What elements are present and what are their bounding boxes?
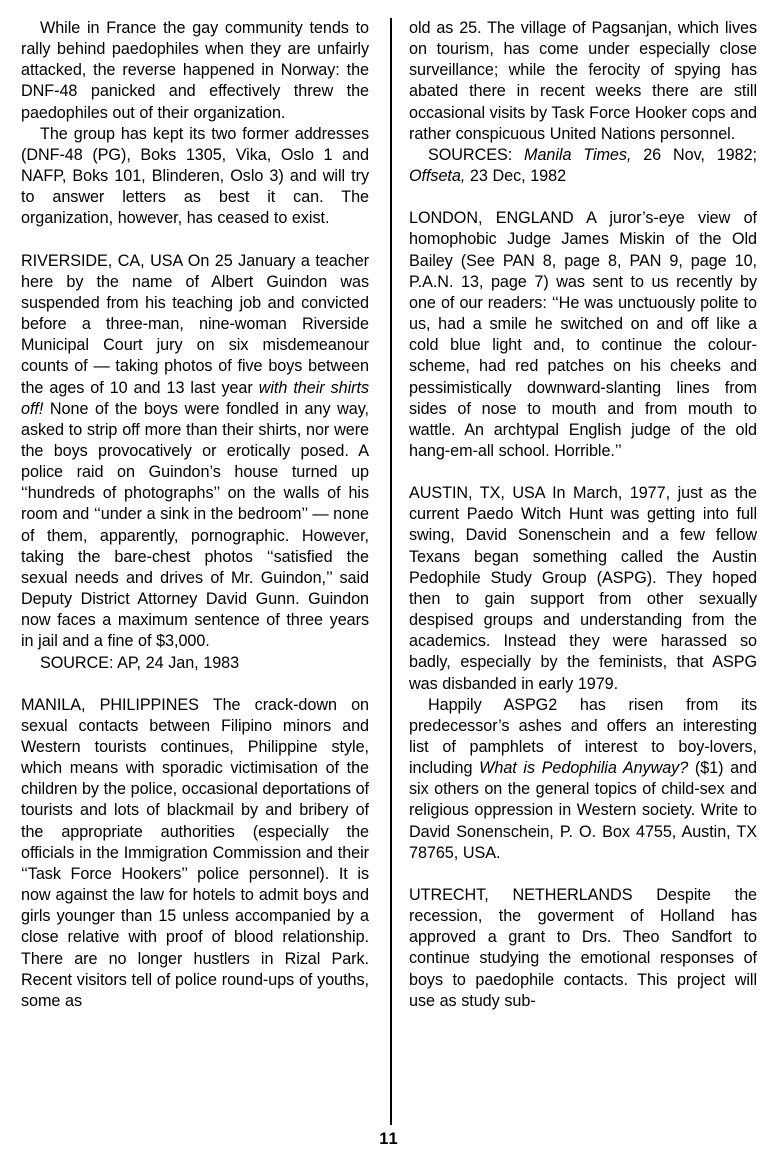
right-text-column <box>409 18 757 1012</box>
column-divider-rule <box>390 18 392 1125</box>
italic-run: Manila Times, <box>524 145 632 164</box>
text-run: SOURCES: <box>428 145 525 164</box>
text-run: ($1) and six others on the general topics of child-sex and religious oppression in Western society. Write to David Sonenschein, P. O. Box 4755, Austin, TX 78765, USA. <box>409 759 757 862</box>
text-run: The group has kept its two former addresses (DNF-48 (PG), Boks 1305, Vika, Oslo 1 and NAFP, Boks 101, Blinderen, Oslo 3) and will try to answer letters as best it can. The organization, however, has ceased to exist. <box>21 124 369 228</box>
text-run: 23 Dec, 1982 <box>465 167 567 186</box>
paragraph-manila-sources <box>409 145 757 187</box>
paragraph-riverside-story <box>21 251 369 653</box>
paragraph-manila-continuation <box>409 18 757 145</box>
text-run: UTRECHT, NETHERLANDS Despite the recession, the goverment of Holland has approved a grant to Drs. Theo Sandfort to continue studying the emotional responses of boys to paedophile contacts. This project will use as study sub- <box>409 885 757 1010</box>
text-run: Happily ASPG2 has risen from its predecessor’s ashes and offers an interesting list of pamphlets of interest to boy-lovers, including <box>409 695 757 778</box>
text-run: RIVERSIDE, CA, USA On 25 January a teacher here by the name of Albert Guindon was suspended from his teaching job and convicted before a three-man, nine-woman Riverside Municipal Court jury on six misdemeanour counts of — taking photos of five boys between the ages of 10 and 13 last year <box>21 251 369 397</box>
italic-run: Offseta, <box>409 167 466 186</box>
paragraph-austin-story <box>409 483 757 695</box>
italic-run: with their shirts off! <box>21 378 369 418</box>
paragraph-spacer <box>21 674 369 695</box>
paragraph-utrecht-story <box>409 885 757 1012</box>
text-run: None of the boys were fondled in any way, asked to strip off more than their shirts, nor were the boys provocatively or erotically posed. A police raid on Guindon’s house turned up ‘‘hundreds of photographs’’ on the walls of his room and ‘‘under a sink in the bedroom’’ — none of them, apparently, pornographic. However, taking the bare-chest photos ‘‘satisfied the sexual needs and drives of Mr. Guindon,’’ said Deputy District Attorney David Gunn. Guindon now faces a maximum sentence of three years in jail and a fine of $3,000. <box>21 399 369 651</box>
paragraph-spacer <box>409 864 757 885</box>
text-run: old as 25. The village of Pagsanjan, which lives on tourism, has come under especially close surveillance; while the ferocity of spying has abated there in recent weeks there are still occasional visits by Task Force Hooker cops and rather conspicuous United Nations personnel. <box>409 19 757 143</box>
text-run: While in France the gay community tends to rally behind paedophiles when they are unfairly attacked, the reverse happened in Norway: the DNF-48 panicked and effectively threw the paedophiles out of their organization. <box>21 19 369 122</box>
text-run: SOURCE: AP, 24 Jan, 1983 <box>40 653 240 672</box>
paragraph-spacer <box>409 462 757 483</box>
paragraph-spacer <box>409 187 757 208</box>
paragraph-riverside-source <box>21 653 369 674</box>
italic-run: What is Pedophilia Anyway? <box>479 759 689 778</box>
paragraph-norway-continuation <box>21 18 369 124</box>
text-run: MANILA, PHILIPPINES The crack-down on sexual contacts between Filipino minors and Western tourists continues, Philippine style, which means with sporadic victimisation of the children by the police, occasional deportations of tourists and lots of blackmail by and bribery of the appropriate authorities (especially the officials in the Immigration Commission and their ‘‘Task Force Hookers’’ police personnel). It is now against the law for hotels to admit boys and girls younger than 15 unless accompanied by a close relative with proof of blood relationship. There are no longer hustlers in Rizal Park. Recent visitors tell of police round-ups of youths, some as <box>21 695 369 1010</box>
left-text-column <box>21 18 369 1012</box>
text-run: 26 Nov, 1982; <box>631 145 757 164</box>
paragraph-spacer <box>21 230 369 251</box>
text-run: AUSTIN, TX, USA In March, 1977, just as the current Paedo Witch Hunt was getting into full swing, David Sonenschein and a few fellow Texans began something called the Austin Pedophile Study Group (ASPG). They hoped then to gain support from other sexually despised groups and understanding from the academics. Instead they were harassed so badly, especially by the feminists, that ASPG was disbanded in early 1979. <box>409 484 757 693</box>
paragraph-norway-addresses <box>21 124 369 230</box>
text-run: LONDON, ENGLAND A juror’s-eye view of homophobic Judge James Miskin of the Old Bailey (See PAN 8, page 8, PAN 9, page 10, P.A.N. 13, page 7) was sent to us recently by one of our readers: ‘‘He was unctuously polite to us, had a smile he switched on and off like a cold blue light and, to continue the colour-scheme, had red patches on his cheeks and pessimistically downward-slanting lines from sides of nose to mouth and from mouth to wattle. An archtypal English judge of the old hang-em-all school. Horrible.’’ <box>409 209 757 460</box>
paragraph-aspg2-paragraph <box>409 695 757 864</box>
paragraph-london-story <box>409 208 757 462</box>
page-number: 11 <box>379 1130 399 1148</box>
paragraph-manila-story <box>21 695 369 1012</box>
